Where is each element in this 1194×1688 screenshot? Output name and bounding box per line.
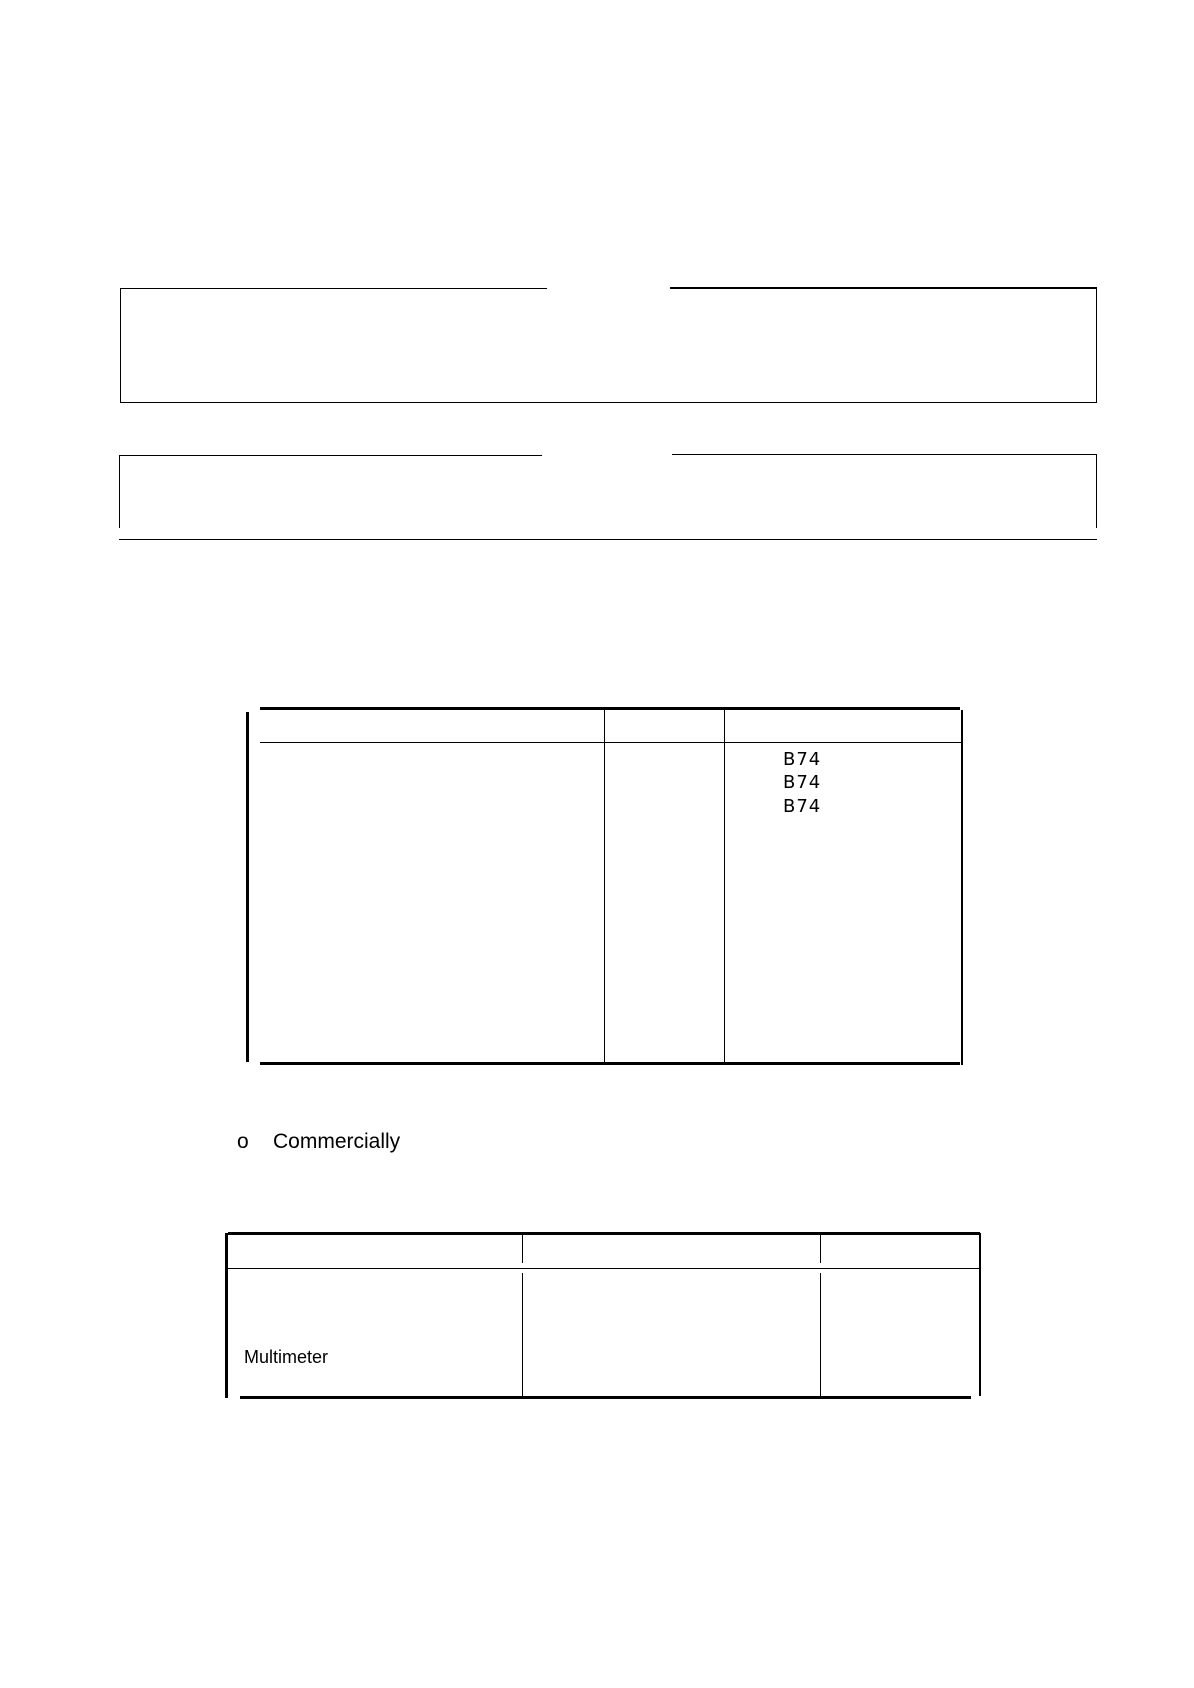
table-1-column-divider-1 [604,708,605,1062]
box-1-top-left-rule [120,288,547,289]
bullet-marker: o [237,1130,249,1153]
table-2-top-border [228,1232,980,1235]
box-2-left-rule [119,455,120,528]
table-1-column-divider-2 [724,708,725,1062]
table-2-header-rule [228,1268,980,1269]
table-1-code-3: B74 [783,796,822,817]
table-1-right-border [961,710,963,1065]
bullet-text: Commercially [273,1130,401,1153]
table-2-column-divider-2 [820,1233,821,1263]
table-1-header-rule [260,742,961,743]
table-2-column-divider-1 [522,1233,523,1263]
table-2-column-divider-2-lower [820,1273,821,1397]
box-2-top-left-rule [119,455,542,456]
table-2-left-border [225,1233,228,1398]
table-2-column-divider-1-lower [522,1273,523,1397]
table-2-cell-multimeter: Multimeter [244,1347,329,1367]
box-2-right-rule [1096,454,1097,528]
table-1-left-border [246,712,249,1062]
table-1-bottom-border [260,1062,960,1065]
box-1-left-rule [120,288,121,403]
table-2-bottom-border [240,1396,971,1399]
table-1-code-2: B74 [783,772,822,793]
table-1-top-border [260,707,960,710]
box-2-bottom-rule [119,539,1097,540]
box-1-top-right-rule [670,287,1096,289]
box-1-right-rule [1096,287,1097,403]
box-2-top-right-rule [672,454,1097,455]
box-1-bottom-rule [120,402,1097,403]
table-1-code-1: B74 [783,749,822,770]
table-2-right-border [979,1233,981,1396]
